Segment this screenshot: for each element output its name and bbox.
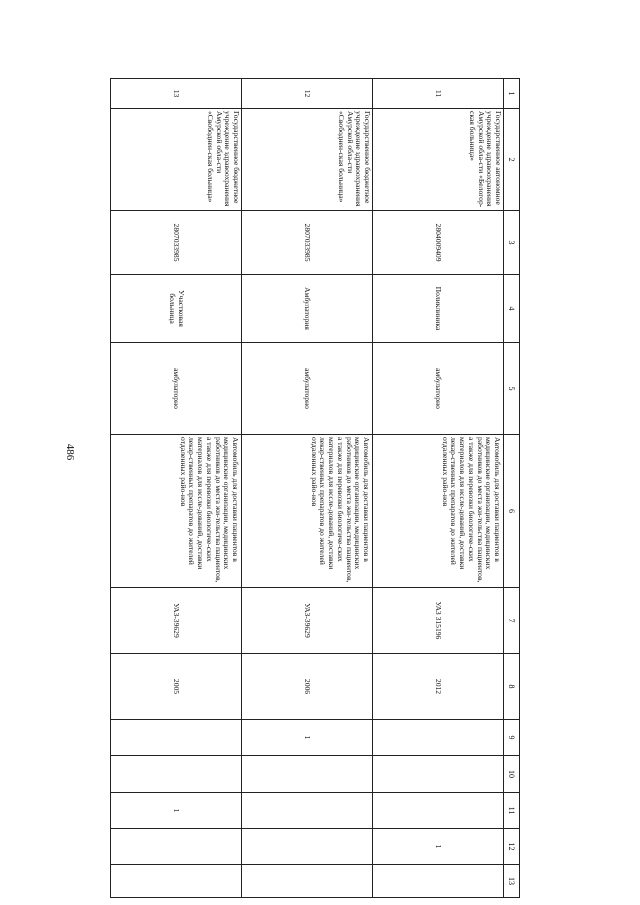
col12-cell <box>111 829 242 865</box>
organization-cell: Государственное бюджетное учреждение здравоохранения Амурской обла-сти «Свободнен-ская больница» <box>242 109 373 211</box>
table-row <box>242 79 373 898</box>
purpose-cell: Автомобиль для доставки пациентов в медицинские организации, медицинских работников до места жи-тельства пациентов, а также для перевозки биологиче-ских материалов для иссле-дований, доставки лекар-ственных препаратов до жителей отдаленных райо-нов <box>242 435 373 588</box>
column-header: 12 <box>504 829 520 865</box>
care-type-cell: амбулаторно <box>111 343 242 435</box>
model-cell: УАЗ-39629 <box>111 588 242 654</box>
col11-cell <box>242 793 373 829</box>
year-cell: 2006 <box>242 654 373 720</box>
row-number: 12 <box>242 79 373 109</box>
organization-cell: Государственное автономное учреждение здравоохранения Амурской обла-сти «Белогор-ская больница» <box>373 109 504 211</box>
unit-cell: Участковая больница <box>111 275 242 343</box>
inn-cell: 2804009409 <box>373 211 504 275</box>
col10-cell <box>242 756 373 793</box>
table-row <box>373 79 504 898</box>
rotated-table-wrapper <box>110 78 520 885</box>
care-type-cell: амбулаторно <box>242 343 373 435</box>
model-cell: УАЗ 315196 <box>373 588 504 654</box>
column-header: 7 <box>504 588 520 654</box>
year-cell: 2012 <box>373 654 504 720</box>
column-header: 2 <box>504 109 520 211</box>
column-header: 3 <box>504 211 520 275</box>
header-row <box>504 79 520 898</box>
column-header: 10 <box>504 756 520 793</box>
page-number: 486 <box>64 443 76 461</box>
table-row <box>111 79 242 898</box>
inn-cell: 2807033985 <box>111 211 242 275</box>
unit-cell: Амбулатория <box>242 275 373 343</box>
column-header: 8 <box>504 654 520 720</box>
col11-cell: 1 <box>111 793 242 829</box>
purpose-cell: Автомобиль для доставки пациентов в медицинские организации, медицинских работников до места жи-тельства пациентов, а также для перевозки биологиче-ских материалов для иссле-дований, доставки лекар-ственных препаратов до жителей отдаленных райо-нов <box>111 435 242 588</box>
model-cell: УАЗ-39629 <box>242 588 373 654</box>
column-header: 5 <box>504 343 520 435</box>
column-header: 4 <box>504 275 520 343</box>
col10-cell <box>111 756 242 793</box>
col9-cell <box>373 720 504 756</box>
column-header: 9 <box>504 720 520 756</box>
col12-cell: 1 <box>373 829 504 865</box>
purpose-cell: Автомобиль для доставки пациентов в медицинские организации, медицинских работников до места жи-тельства пациентов, а также для перевозки биологиче-ских материалов для иссле-дований, доставки лекар-ственных препаратов до жителей отдаленных райо-нов <box>373 435 504 588</box>
col9-cell <box>111 720 242 756</box>
vehicle-table <box>110 78 520 898</box>
year-cell: 2005 <box>111 654 242 720</box>
col11-cell <box>373 793 504 829</box>
column-header: 6 <box>504 435 520 588</box>
column-header: 13 <box>504 865 520 898</box>
column-header: 1 <box>504 79 520 109</box>
row-number: 11 <box>373 79 504 109</box>
col13-cell <box>111 865 242 898</box>
care-type-cell: амбулаторно <box>373 343 504 435</box>
col10-cell <box>373 756 504 793</box>
unit-cell: Поликлиника <box>373 275 504 343</box>
col13-cell <box>242 865 373 898</box>
inn-cell: 2807033985 <box>242 211 373 275</box>
col12-cell <box>242 829 373 865</box>
column-header: 11 <box>504 793 520 829</box>
organization-cell: Государственное бюджетное учреждение здравоохранения Амурской обла-сти «Свободнен-ская больница» <box>111 109 242 211</box>
col9-cell: 1 <box>242 720 373 756</box>
col13-cell <box>373 865 504 898</box>
row-number: 13 <box>111 79 242 109</box>
